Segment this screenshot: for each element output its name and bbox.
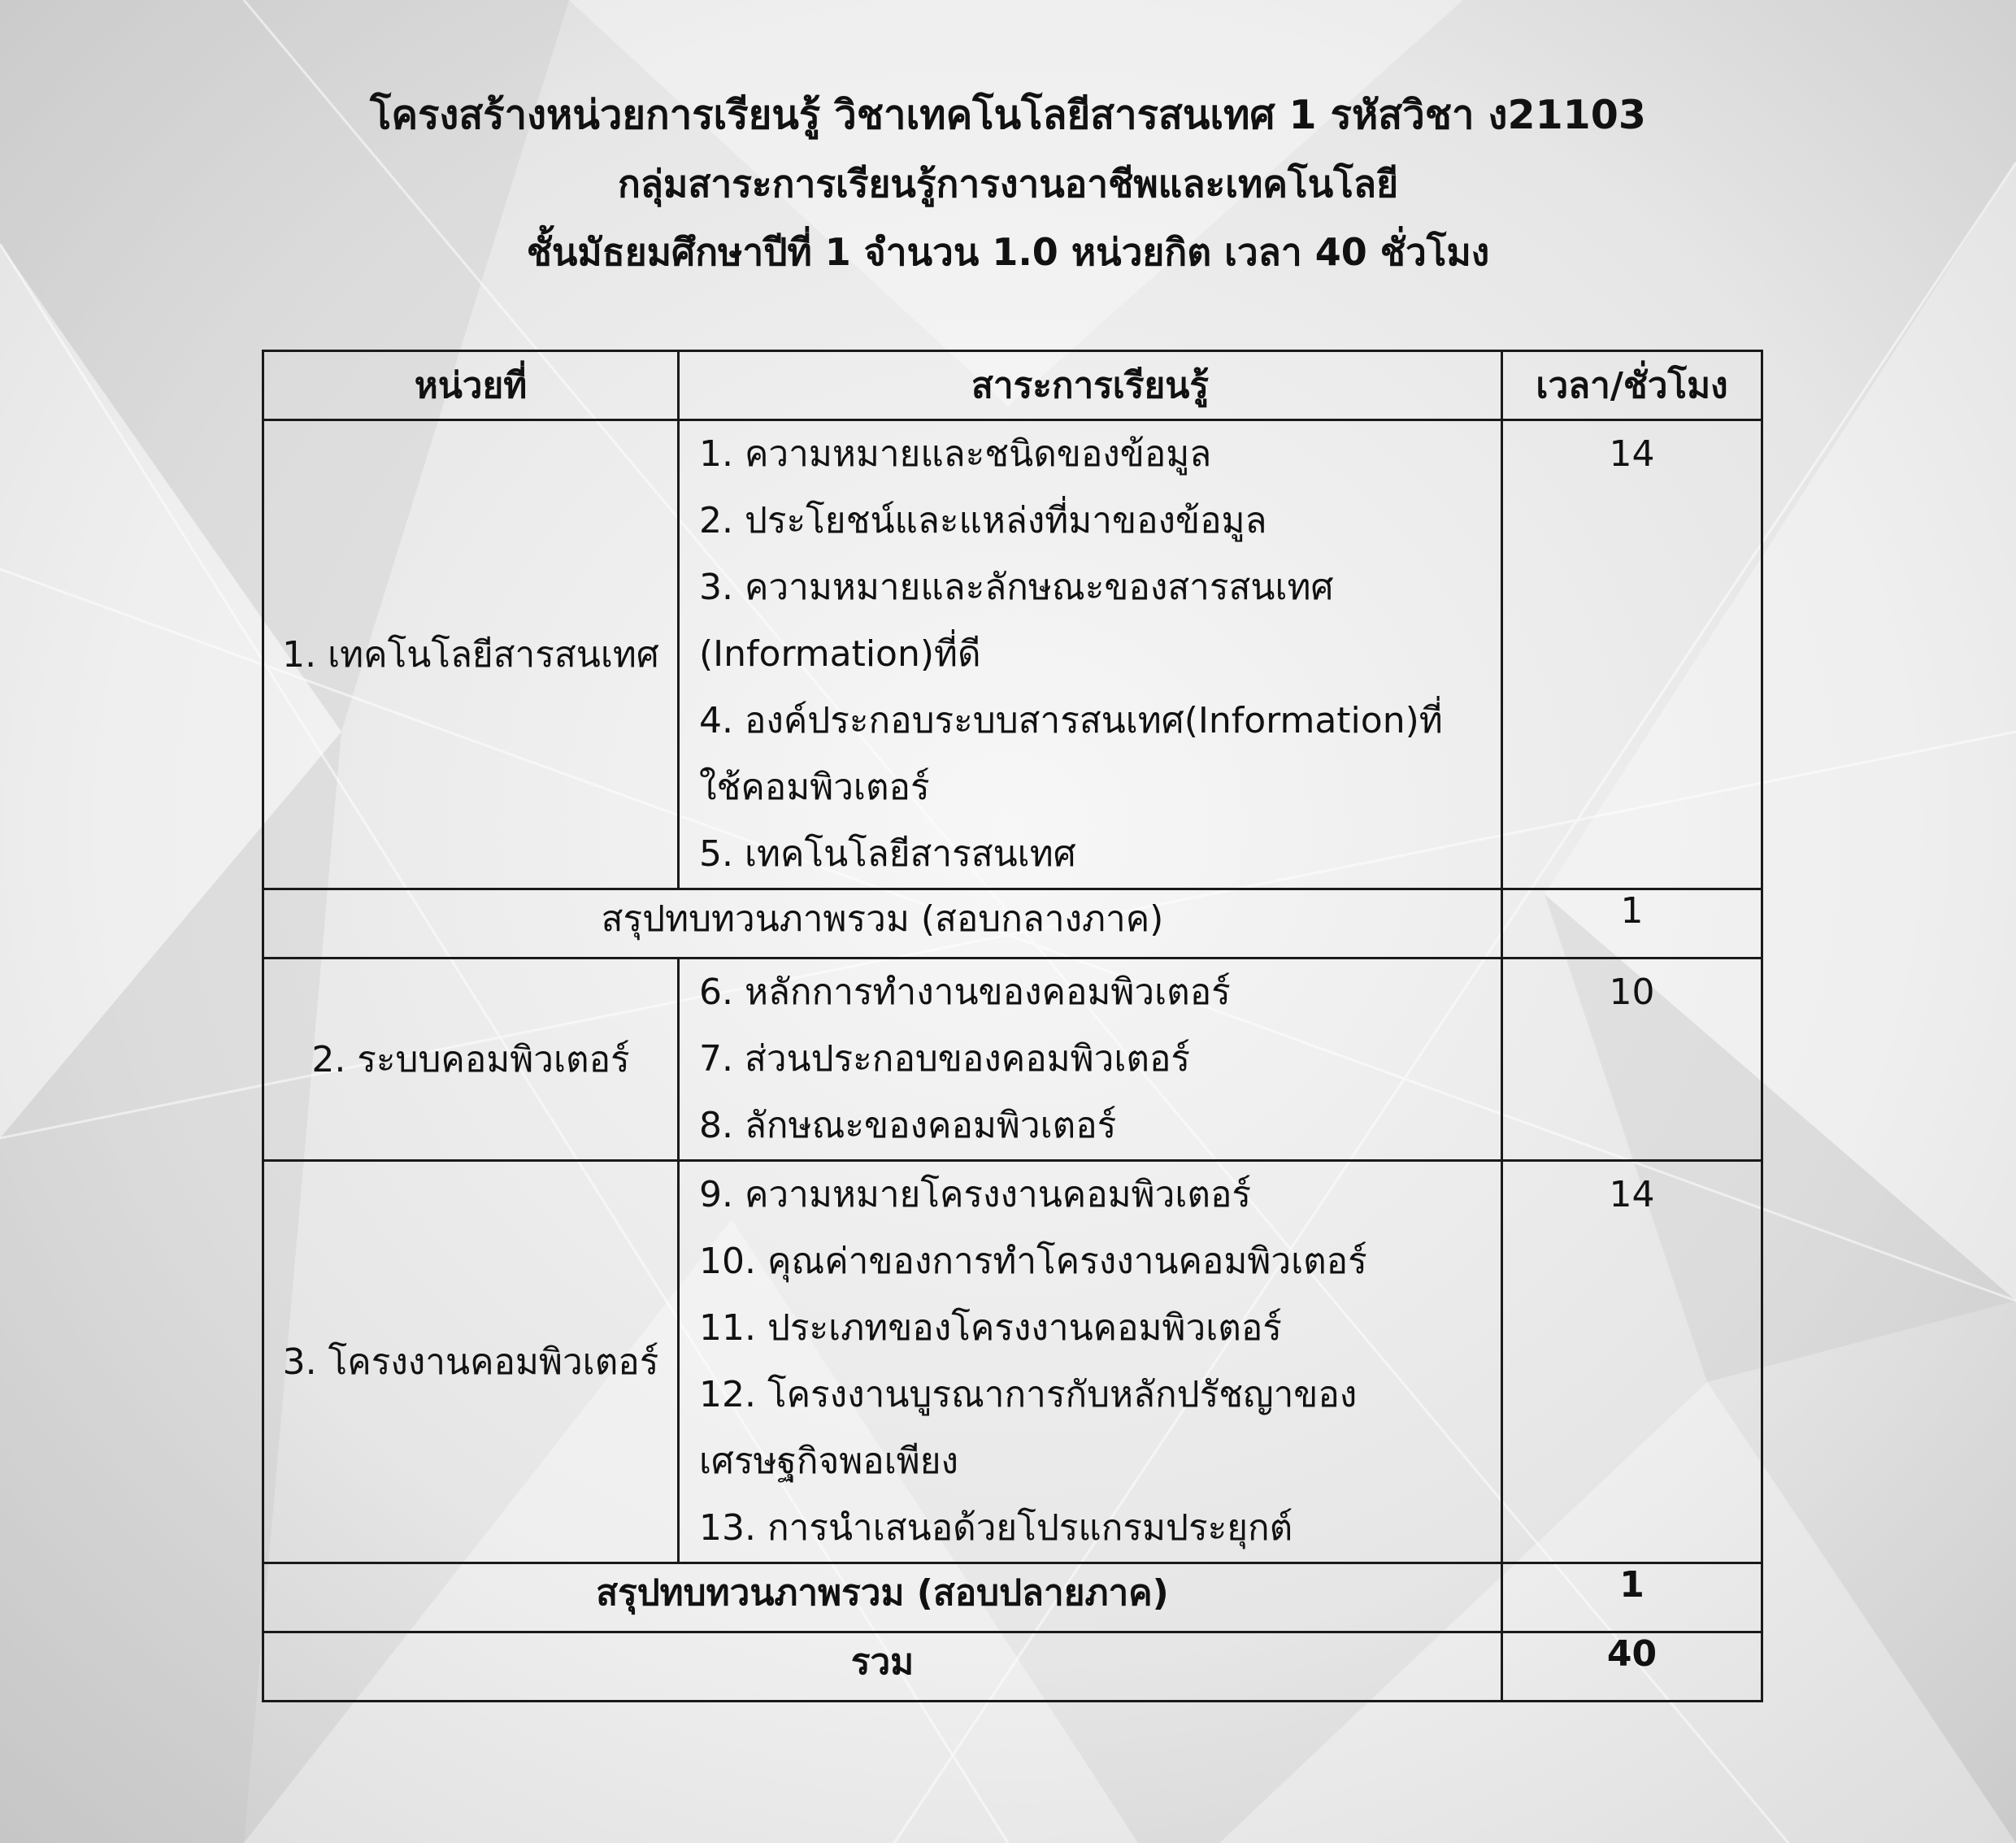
unit-name: 3. โครงงานคอมพิวเตอร์: [263, 1161, 679, 1563]
topic-item: 12. โครงงานบูรณาการกับหลักปรัชญาของเศรษฐกิจพอเพียง: [699, 1374, 1358, 1482]
table-row-unit-2: [263, 958, 1762, 1161]
unit-name: 2. ระบบคอมพิวเตอร์: [263, 958, 679, 1161]
topic-item: 8. ลักษณะของคอมพิวเตอร์: [699, 1105, 1117, 1146]
table-row-unit-1: [263, 420, 1762, 889]
unit-name: 1. เทคโนโลยีสารสนเทศ: [263, 420, 679, 889]
column-header-unit: หน่วยที่: [263, 351, 679, 420]
unit-topics: [679, 1161, 1502, 1563]
topic-item: 2. ประโยชน์และแหล่งที่มาของข้อมูล: [699, 500, 1267, 541]
topic-item: 1. ความหมายและชนิดของข้อมูล: [699, 433, 1212, 475]
topic-item: 11. ประเภทของโครงงานคอมพิวเตอร์: [699, 1307, 1282, 1349]
unit-hours: 10: [1502, 958, 1762, 1161]
final-label: สรุปทบทวนภาพรวม (สอบปลายภาค): [263, 1563, 1502, 1632]
unit-topics: [679, 958, 1502, 1161]
final-hours: 1: [1502, 1563, 1762, 1632]
topic-item: 3. ความหมายและลักษณะของสารสนเทศ (Information)ที่ดี: [699, 567, 1334, 675]
document-grade-credit: ชั้นมัธยมศึกษาปีที่ 1 จำนวน 1.0 หน่วยกิต เวลา 40 ชั่วโมง: [526, 230, 1490, 274]
document-title: โครงสร้างหน่วยการเรียนรู้ วิชาเทคโนโลยีสารสนเทศ 1 รหัสวิชา ง21103: [370, 92, 1646, 138]
topic-item: 6. หลักการทำงานของคอมพิวเตอร์: [699, 971, 1231, 1013]
topic-item: 7. ส่วนประกอบของคอมพิวเตอร์: [699, 1038, 1191, 1080]
topic-item: 9. ความหมายโครงงานคอมพิวเตอร์: [699, 1174, 1252, 1215]
table-header-row: [263, 351, 1762, 420]
course-structure-table: [262, 350, 1763, 1702]
midterm-label: สรุปทบทวนภาพรวม (สอบกลางภาค): [263, 889, 1502, 958]
total-label: รวม: [263, 1632, 1502, 1702]
midterm-hours: 1: [1502, 889, 1762, 958]
table-row-total: [263, 1632, 1762, 1702]
topic-item: 4. องค์ประกอบระบบสารสนเทศ(Information)ที่ใช้คอมพิวเตอร์: [699, 700, 1443, 808]
column-header-hours: เวลา/ชั่วโมง: [1502, 351, 1762, 420]
topic-item: 10. คุณค่าของการทำโครงงานคอมพิวเตอร์: [699, 1241, 1367, 1282]
topic-item: 13. การนำเสนอด้วยโปรแกรมประยุกต์: [699, 1507, 1293, 1549]
column-header-content: สาระการเรียนรู้: [679, 351, 1502, 420]
table-row-midterm: [263, 889, 1762, 958]
document-header: [0, 81, 2016, 286]
document-subject-group: กลุ่มสาระการเรียนรู้การงานอาชีพและเทคโนโลยี: [617, 162, 1399, 206]
table-row-final: [263, 1563, 1762, 1632]
topic-item: 5. เทคโนโลยีสารสนเทศ: [699, 833, 1076, 875]
total-hours: 40: [1502, 1632, 1762, 1702]
unit-topics: [679, 420, 1502, 889]
unit-hours: 14: [1502, 1161, 1762, 1563]
table-row-unit-3: [263, 1161, 1762, 1563]
unit-hours: 14: [1502, 420, 1762, 889]
